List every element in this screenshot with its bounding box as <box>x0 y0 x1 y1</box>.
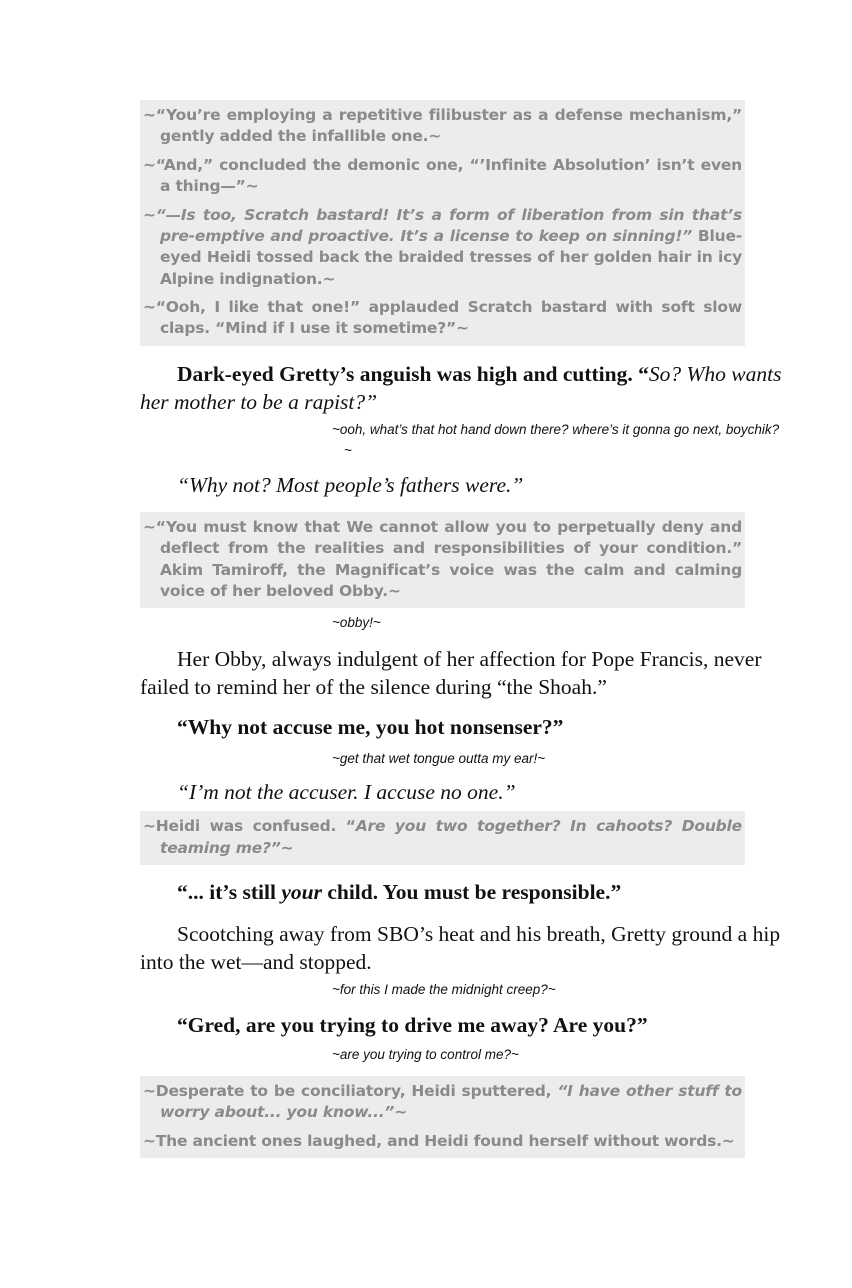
gray-passage-2 <box>140 512 745 609</box>
gray-paragraph: ~“Ooh, I like that one!” applauded Scratch bastard with soft slow claps. “Mind if I use it sometime?”~ <box>143 298 742 338</box>
gray-paragraph: ~“You must know that We cannot allow you to perpetually deny and deflect from the realities and responsibilities of your condition.” Akim Tamiroff, the Magnificat’s voice was the calm and calming voice of her beloved Obby.~ <box>143 517 742 600</box>
inner-voice-aside: ~for this I made the midnight creep?~ <box>332 981 556 997</box>
gray-paragraph: ~“You’re employing a repetitive filibuster as a defense mechanism,” gently added the infallible one.~ <box>143 106 742 146</box>
dialogue-line: “Gred, are you trying to drive me away? Are you?” <box>177 1013 648 1038</box>
gray-passage-1 <box>140 100 745 346</box>
dialogue-line: “I’m not the accuser. I accuse no one.” <box>177 780 516 805</box>
dialogue-line: “Why not? Most people’s fathers were.” <box>177 472 524 497</box>
gray-passage-4 <box>140 1076 745 1158</box>
gray-passage-3 <box>140 811 745 865</box>
inner-voice-aside: ~ooh, what’s that hot hand down there? where’s it gonna go next, boychik?~ <box>332 421 780 459</box>
dialogue-line: “Why not accuse me, you hot nonsenser?” <box>177 714 564 739</box>
inner-voice-aside: ~get that wet tongue outta my ear!~ <box>332 750 546 766</box>
narration-paragraph: Scootching away from SBO’s heat and his breath, Gretty ground a hip into the wet—and stopped. <box>140 921 781 974</box>
gray-paragraph: ~“And,” concluded the demonic one, “’Infinite Absolution’ isn’t even a thing—”~ <box>143 155 742 196</box>
inner-voice-aside: ~are you trying to control me?~ <box>332 1047 519 1063</box>
gray-paragraph: ~Heidi was confused. “Are you two together? In cahoots? Double teaming me?”~ <box>143 817 742 857</box>
inner-voice-aside: ~obby!~ <box>332 615 381 631</box>
gray-paragraph: ~Desperate to be conciliatory, Heidi sputtered, “I have other stuff to worry about... you know...”~ <box>143 1081 742 1122</box>
dialogue-line: “... it’s still your child. You must be responsible.” <box>177 879 622 904</box>
gray-paragraph: ~The ancient ones laughed, and Heidi found herself without words.~ <box>143 1131 735 1150</box>
narration-paragraph: Her Obby, always indulgent of her affection for Pope Francis, never failed to remind her of the silence during “the Shoah.” <box>140 646 762 699</box>
narration-paragraph: Dark-eyed Gretty’s anguish was high and cutting. “So? Who wants her mother to be a rapist?” <box>140 361 782 414</box>
gray-paragraph: ~“—Is too, Scratch bastard! It’s a form of liberation from sin that’s pre-emptive and proactive. It’s a license to keep on sinning!” Blue-eyed Heidi tossed back the braided tresses of her golden hair in icy Alpine indignation.~ <box>143 205 742 288</box>
